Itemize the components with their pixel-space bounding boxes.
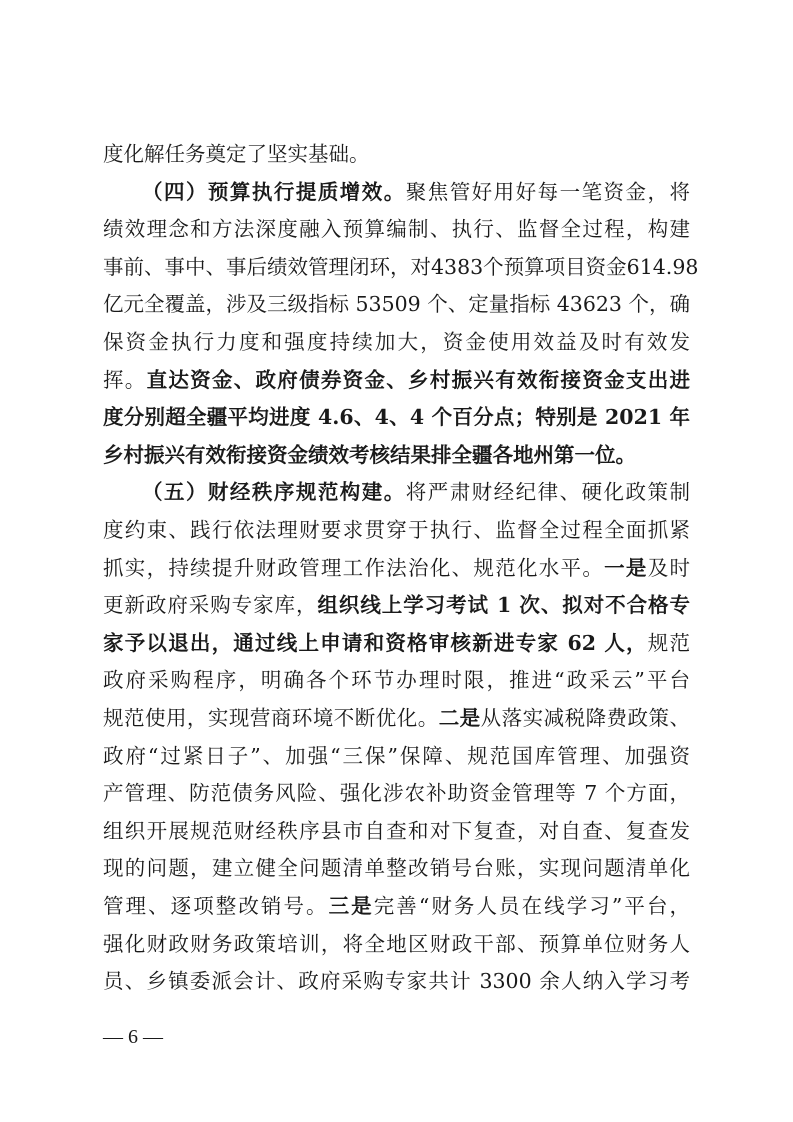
text-line-18	[103, 775, 690, 811]
bold-text: 家予以退出，通过线上申请和资格审核新进专家 62 人，	[103, 630, 648, 655]
text-line-13	[103, 587, 690, 623]
bold-text: 组织线上学习考试 1 次、拟对不合格专	[317, 593, 691, 618]
text-line-7	[103, 362, 690, 398]
body-text: 员、乡镇委派会计、政府采购专家共计 3300 余人纳入学习考	[103, 969, 690, 994]
bold-text: （五）财经秩序规范构建。	[142, 480, 406, 505]
body-text: 现的问题，建立健全问题清单整改销号台账，实现问题清单化	[103, 856, 690, 881]
body-text: 保资金执行力度和强度持续加大，资金使用效益及时有效发	[103, 330, 690, 354]
body-text: 将严肃财经纪律、硬化政策制	[405, 480, 690, 505]
text-line-3	[103, 211, 690, 247]
text-line-17	[103, 738, 690, 774]
body-text: 聚焦管好用好每一笔资金，将	[405, 179, 690, 204]
body-text: 亿元全覆盖，涉及三级指标 53509 个、定量指标 43623 个，确	[103, 292, 690, 317]
body-text: 度约束、践行依法理财要求贯穿于执行、监督全过程全面抓紧	[103, 518, 690, 542]
text-line-1	[103, 136, 690, 172]
text-line-6	[103, 324, 690, 360]
body-text: 更新政府采购专家库，	[103, 593, 318, 618]
body-text: 强化财政财务政策培训，将全地区财政干部、预算单位财务人	[103, 931, 690, 956]
bold-text: 度分别超全疆平均进度 4.6、4、4 个百分点；特别是 2021 年	[103, 405, 690, 430]
body-text: 规范使用，实现营商环境不断优化。	[103, 706, 439, 730]
text-line-4	[103, 249, 699, 285]
text-line-15	[103, 662, 690, 698]
body-text: 事前、事中、事后绩效管理闭环，对4383个预算项目资金614.98	[103, 254, 699, 279]
text-line-5	[103, 286, 690, 322]
body-text: 组织开展规范财经秩序县市自查和对下复查，对自查、复查发	[103, 818, 690, 843]
body-text: 度化解任务奠定了坚实基础。	[103, 142, 370, 166]
body-text: 从落实减税降费政策、	[480, 706, 691, 730]
text-line-16	[103, 700, 690, 736]
text-line-8	[103, 399, 690, 435]
body-text: 管理、逐项整改销号。	[103, 894, 329, 918]
body-text: 政府采购程序，明确各个环节办理时限，推进“政采云”平台	[103, 668, 690, 693]
body-text: 完善“财务人员在线学习”平台，	[373, 894, 691, 918]
text-line-14	[103, 625, 690, 661]
bold-text: 乡村振兴有效衔接资金绩效考核结果排全疆各地州第一位。	[103, 442, 636, 467]
text-line-23	[103, 963, 690, 999]
body-text: 挥。	[103, 367, 147, 392]
body-text: 抓实，持续提升财政管理工作法治化、规范化水平。	[103, 555, 605, 580]
body-text: 产管理、防范债务风险、强化涉农补助资金管理等 7 个方面，	[103, 781, 690, 806]
page-number: — 6 —	[103, 1026, 163, 1048]
text-line-10	[142, 474, 690, 510]
bold-text: 一是	[604, 555, 648, 580]
body-text: 及时	[647, 555, 691, 580]
bold-text: 直达资金、政府债券资金、乡村振兴有效衔接资金支出进	[146, 367, 690, 392]
text-line-22	[103, 926, 690, 962]
bold-text: 三是	[328, 894, 374, 918]
text-line-19	[103, 813, 690, 849]
bold-text: （四）预算执行提质增效。	[142, 179, 406, 204]
text-line-20	[103, 850, 690, 886]
text-line-11	[103, 512, 690, 548]
text-line-12	[103, 550, 690, 586]
text-line-2	[142, 174, 690, 210]
body-text: 规范	[647, 630, 690, 655]
bold-text: 二是	[438, 706, 481, 730]
text-line-9	[103, 437, 690, 473]
text-line-21	[103, 888, 690, 924]
body-text: 政府“过紧日子”、加强“三保”保障、规范国库管理、加强资	[103, 743, 690, 768]
body-text: 绩效理念和方法深度融入预算编制、执行、监督全过程，构建	[103, 217, 690, 242]
